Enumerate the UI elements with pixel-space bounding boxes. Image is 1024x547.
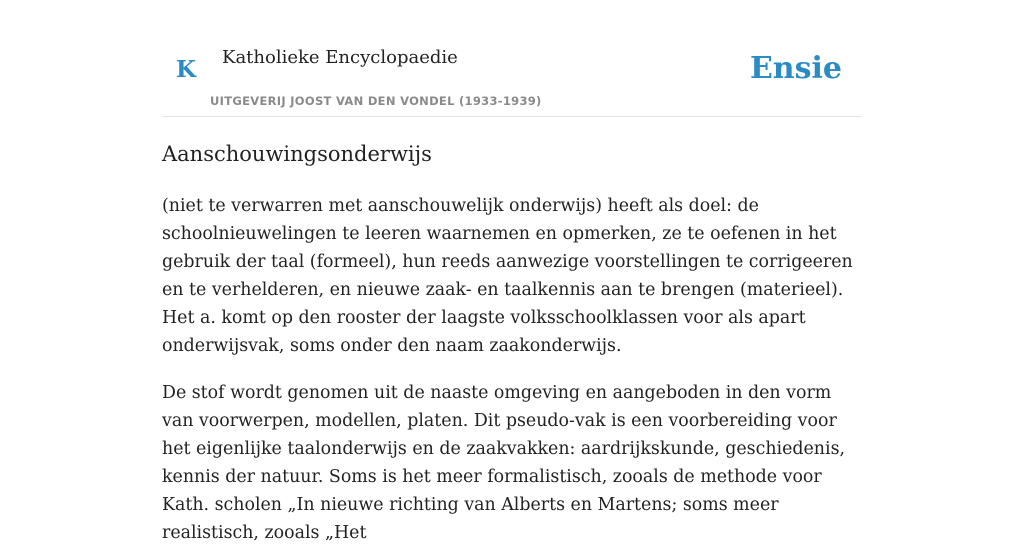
article-paragraph: De stof wordt genomen uit de naaste omgeving en aangeboden in den vorm van voorwerpen, modellen, platen. Dit pseudo-vak is een voorbereiding voor het eigenlijke taalonderwijs en de zaakvakken: aardrijkskunde, geschiedenis, kennis der natuur. Soms is het meer formalistisch, zooals de methode voor Kath. scholen „In nieuwe richting van Alberts en Martens; soms meer realistisch, zooals „Het bbox=[162, 383, 846, 543]
publisher-label: UITGEVERIJ JOOST VAN DEN VONDEL (1933-1939) bbox=[210, 94, 542, 108]
article-paragraph: (niet te verwarren met aanschouwelijk onderwijs) heeft als doel: de schoolnieuwelingen te leeren waarnemen en opmerken, ze te oefenen in het gebruik der taal (formeel), hun reeds aanwezige voorstellingen te corrigeeren en te verhelderen, en nieuwe zaak- en taalkennis aan te brengen (materieel). Het a. komt op den rooster der laagste volksschoolklassen voor als apart onderwijsvak, soms onder den naam zaakonderwijs. bbox=[162, 196, 853, 356]
article-title: Aanschouwingsonderwijs bbox=[162, 142, 432, 166]
article bbox=[162, 138, 862, 547]
ensie-logo[interactable]: Ensie bbox=[749, 51, 842, 86]
site-header bbox=[162, 0, 862, 117]
k-logo-icon[interactable]: K bbox=[176, 56, 196, 83]
site-title[interactable]: Katholieke Encyclopaedie bbox=[222, 47, 458, 68]
